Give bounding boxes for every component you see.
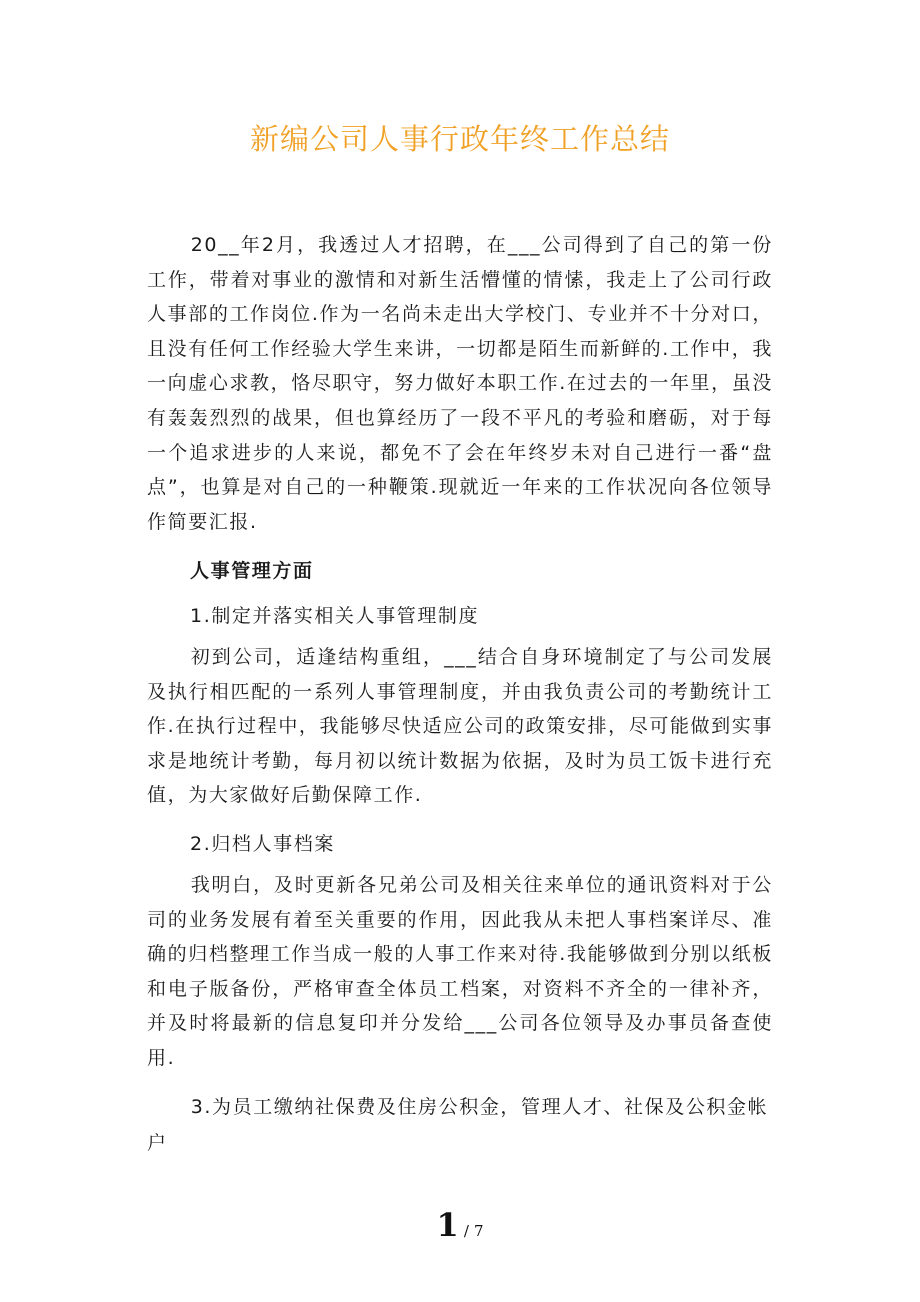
item1-title: 1.制定并落实相关人事管理制度 [190,605,480,627]
item1-body: 初到公司，适逢结构重组，___结合自身环境制定了与公司发展及执行相匹配的一系列人事管理制度，并由我负责公司的考勤统计工作.在执行过程中，我能够尽快适应公司的政策安排，尽可能做到实事求是地统计考勤，每月初以统计数据为依据，及时为员工饭卡进行充值，为大家做好后勤保障工作. [147,646,773,807]
intro-paragraph-block [147,228,773,539]
item1-body-block [147,640,773,813]
total-pages: 7 [473,1222,484,1240]
item2-body-block [147,868,773,1076]
section-heading: 人事管理方面 [190,560,314,582]
page-number [0,1206,920,1244]
item3-title: 3.为员工缴纳社保费及住房公积金，管理人才、社保及公积金帐户 [147,1096,769,1154]
document-title: 新编公司人事行政年终工作总结 [249,122,670,156]
current-page: 1 [436,1206,459,1244]
item2-body: 我明白，及时更新各兄弟公司及相关往来单位的通讯资料对于公司的业务发展有着至关重要的作用，因此我从未把人事档案详尽、准确的归档整理工作当成一般的人事工作来对待.我能够做到分别以纸板和电子版备份，严格审查全体员工档案，对资料不齐全的一律补齐，并及时将最新的信息复印并分发给___公司各位领导及办事员备查使用. [147,874,773,1069]
intro-paragraph: 20__年2月，我透过人才招聘，在___公司得到了自己的第一份工作，带着对事业的激情和对新生活懵懂的情愫，我走上了公司行政人事部的工作岗位.作为一名尚未走出大学校门、专业并不十分对口，且没有任何工作经验大学生来讲，一切都是陌生而新鲜的.工作中，我一向虚心求教，恪尽职守，努力做好本职工作.在过去的一年里，虽没有轰轰烈烈的战果，但也算经历了一段不平凡的考验和磨砺，对于每一个追求进步的人来说，都免不了会在年终岁未对自己进行一番“盘点”，也算是对自己的一种鞭策.现就近一年来的工作状况向各位领导作简要汇报. [147,234,773,533]
item2-title: 2.归档人事档案 [190,833,335,855]
page-separator: / [463,1222,469,1240]
